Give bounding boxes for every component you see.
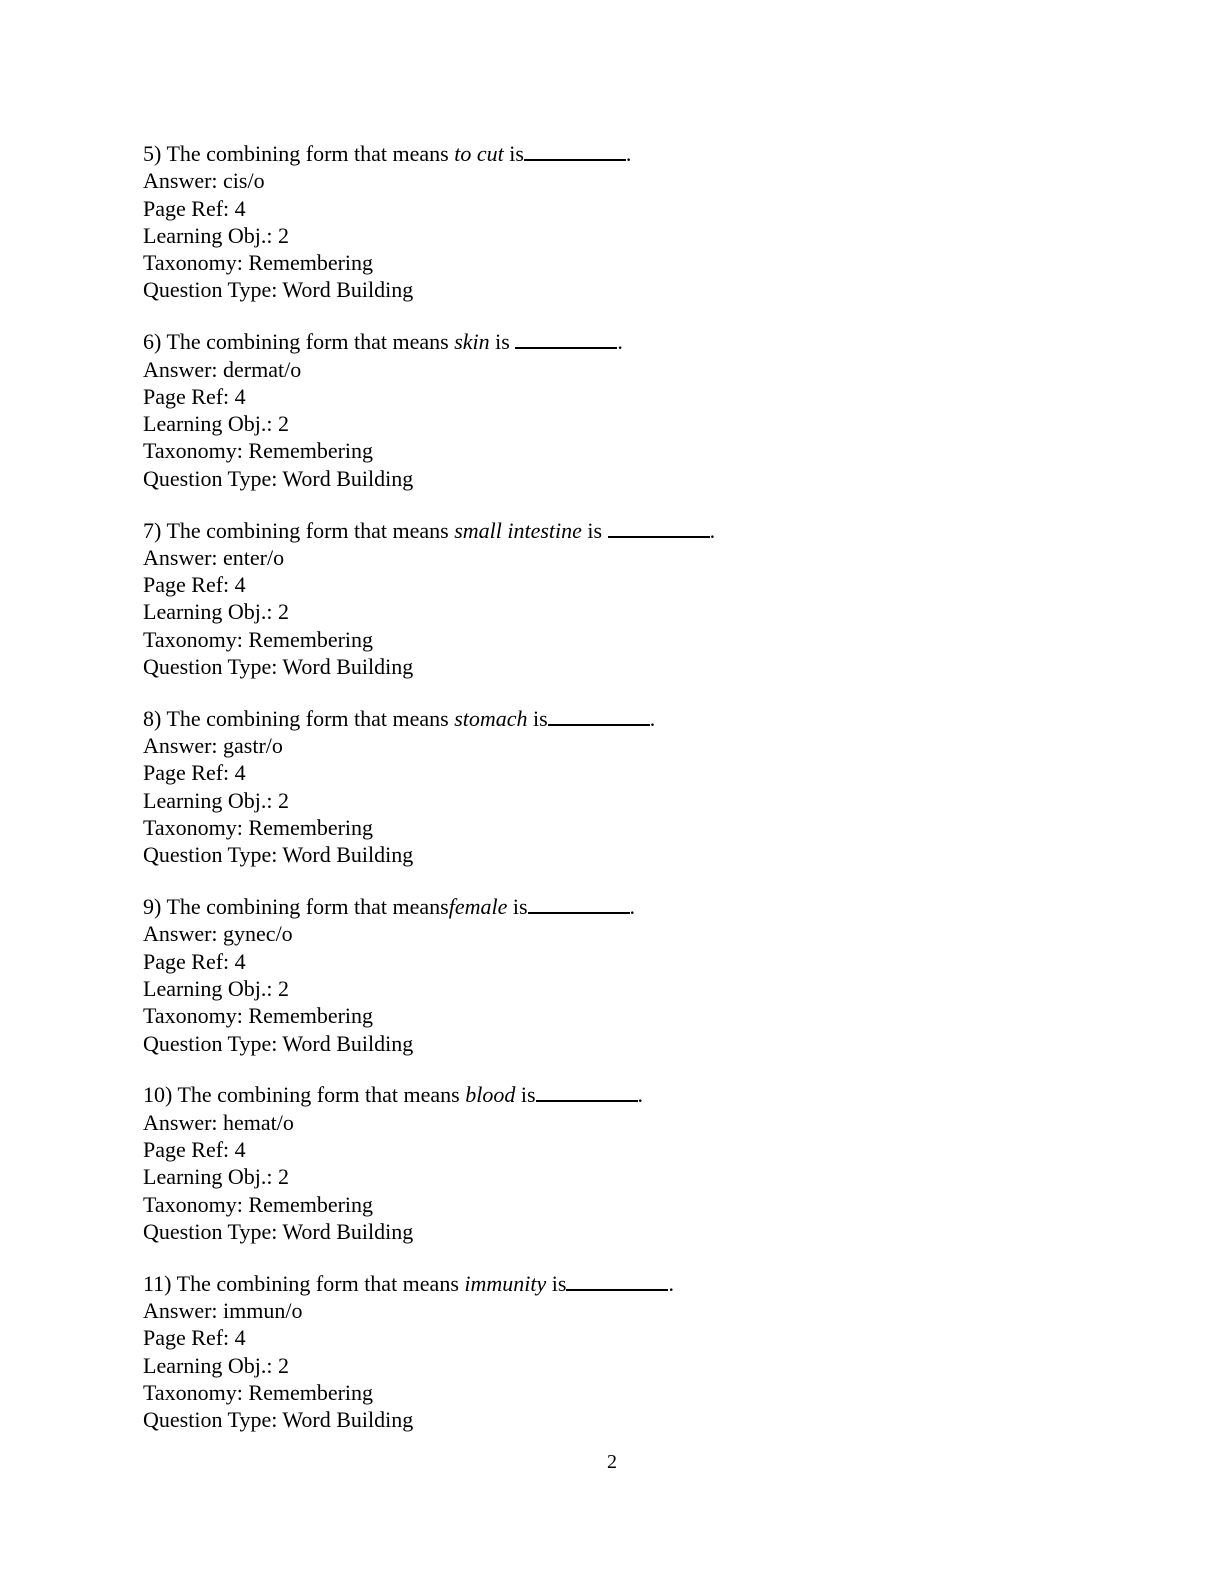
question-item [143, 328, 1123, 492]
answer-blank [566, 1272, 668, 1291]
question-type-line: Question Type: Word Building [143, 842, 414, 868]
answer-blank [608, 519, 710, 538]
question-number: 10) [143, 1082, 173, 1108]
answer-blank [536, 1083, 638, 1102]
question-number: 5) [143, 141, 162, 166]
question-period: . [709, 517, 716, 543]
question-term: blood [465, 1082, 516, 1108]
question-stem-suffix: is [587, 517, 603, 543]
answer-line: Answer: cis/o [143, 168, 265, 194]
question-stem-text: The combining form that means [166, 141, 449, 166]
answer-line: Answer: gynec/o [143, 921, 293, 947]
answer-line: Answer: hemat/o [143, 1109, 294, 1135]
question-type-line: Question Type: Word Building [143, 1030, 414, 1056]
question-stem-suffix: is [533, 705, 548, 731]
question-stem [143, 328, 1123, 355]
question-stem-suffix: is [512, 894, 528, 920]
question-type-line: Question Type: Word Building [143, 1407, 414, 1433]
answer-blank [515, 330, 617, 349]
question-stem-text: The combining form that means [176, 1270, 459, 1296]
learning-obj-line: Learning Obj.: 2 [143, 222, 290, 248]
question-term: female [448, 894, 508, 920]
page-ref-line: Page Ref: 4 [143, 1137, 246, 1162]
answer-line: Answer: dermat/o [143, 356, 302, 382]
page-ref-line: Page Ref: 4 [143, 948, 246, 974]
learning-obj-line: Learning Obj.: 2 [143, 411, 290, 437]
answer-blank [548, 707, 650, 726]
question-stem [143, 893, 1123, 920]
learning-obj-line: Learning Obj.: 2 [143, 976, 290, 1002]
question-number: 8) [143, 705, 162, 731]
learning-obj-line: Learning Obj.: 2 [143, 599, 290, 625]
taxonomy-line: Taxonomy: Remembering [143, 250, 374, 276]
answer-blank [528, 895, 630, 914]
question-stem [143, 1081, 1123, 1108]
question-stem [143, 705, 1123, 732]
question-number: 6) [143, 329, 162, 355]
question-term: to cut [454, 141, 504, 166]
question-stem-suffix: is [551, 1270, 567, 1296]
taxonomy-line: Taxonomy: Remembering [143, 1191, 374, 1217]
question-stem-text: The combining form that means [166, 705, 449, 731]
question-period: . [629, 894, 636, 920]
question-type-line: Question Type: Word Building [143, 277, 414, 303]
question-term: stomach [454, 705, 528, 731]
question-period: . [668, 1270, 674, 1296]
question-stem-suffix: is [520, 1082, 536, 1108]
question-stem [143, 1270, 1123, 1297]
question-number: 9) [143, 894, 162, 920]
page-ref-line: Page Ref: 4 [143, 572, 246, 598]
answer-blank [524, 142, 626, 161]
question-item [143, 140, 1123, 304]
question-list [143, 140, 1123, 1458]
taxonomy-line: Taxonomy: Remembering [143, 438, 374, 464]
question-stem-text: The combining form that means [166, 329, 449, 355]
page-ref-line: Page Ref: 4 [143, 195, 246, 221]
answer-line: Answer: gastr/o [143, 733, 283, 759]
question-period: . [617, 329, 623, 355]
answer-line: Answer: immun/o [143, 1297, 303, 1323]
question-item [143, 1270, 1123, 1434]
question-type-line: Question Type: Word Building [143, 1218, 414, 1244]
taxonomy-line: Taxonomy: Remembering [143, 1379, 374, 1405]
page-number: 2 [607, 1451, 617, 1473]
question-term: immunity [464, 1270, 547, 1296]
learning-obj-line: Learning Obj.: 2 [143, 1164, 290, 1190]
question-stem-text: The combining form that means [166, 517, 449, 543]
question-item [143, 893, 1123, 1057]
question-stem [143, 140, 1123, 167]
taxonomy-line: Taxonomy: Remembering [143, 815, 374, 841]
page-ref-line: Page Ref: 4 [143, 760, 246, 786]
question-period: . [637, 1082, 644, 1108]
question-stem [143, 517, 1123, 544]
question-term: skin [454, 329, 490, 355]
question-stem-text: The combining form that means [166, 894, 449, 920]
answer-line: Answer: enter/o [143, 544, 285, 570]
learning-obj-line: Learning Obj.: 2 [143, 787, 290, 813]
question-term: small intestine [454, 517, 582, 543]
learning-obj-line: Learning Obj.: 2 [143, 1352, 290, 1378]
question-item [143, 705, 1123, 869]
question-stem-suffix: is [495, 329, 510, 355]
page-ref-line: Page Ref: 4 [143, 383, 246, 409]
question-item [143, 1081, 1123, 1245]
page-ref-line: Page Ref: 4 [143, 1325, 246, 1351]
question-period: . [649, 705, 656, 731]
taxonomy-line: Taxonomy: Remembering [143, 626, 374, 652]
question-stem-suffix: is [509, 141, 524, 166]
question-number: 11) [143, 1270, 172, 1296]
taxonomy-line: Taxonomy: Remembering [143, 1003, 374, 1029]
question-period: . [625, 141, 632, 166]
question-stem-text: The combining form that means [177, 1082, 460, 1108]
question-item [143, 517, 1123, 681]
question-type-line: Question Type: Word Building [143, 465, 414, 491]
question-number: 7) [143, 517, 162, 543]
question-type-line: Question Type: Word Building [143, 654, 414, 680]
